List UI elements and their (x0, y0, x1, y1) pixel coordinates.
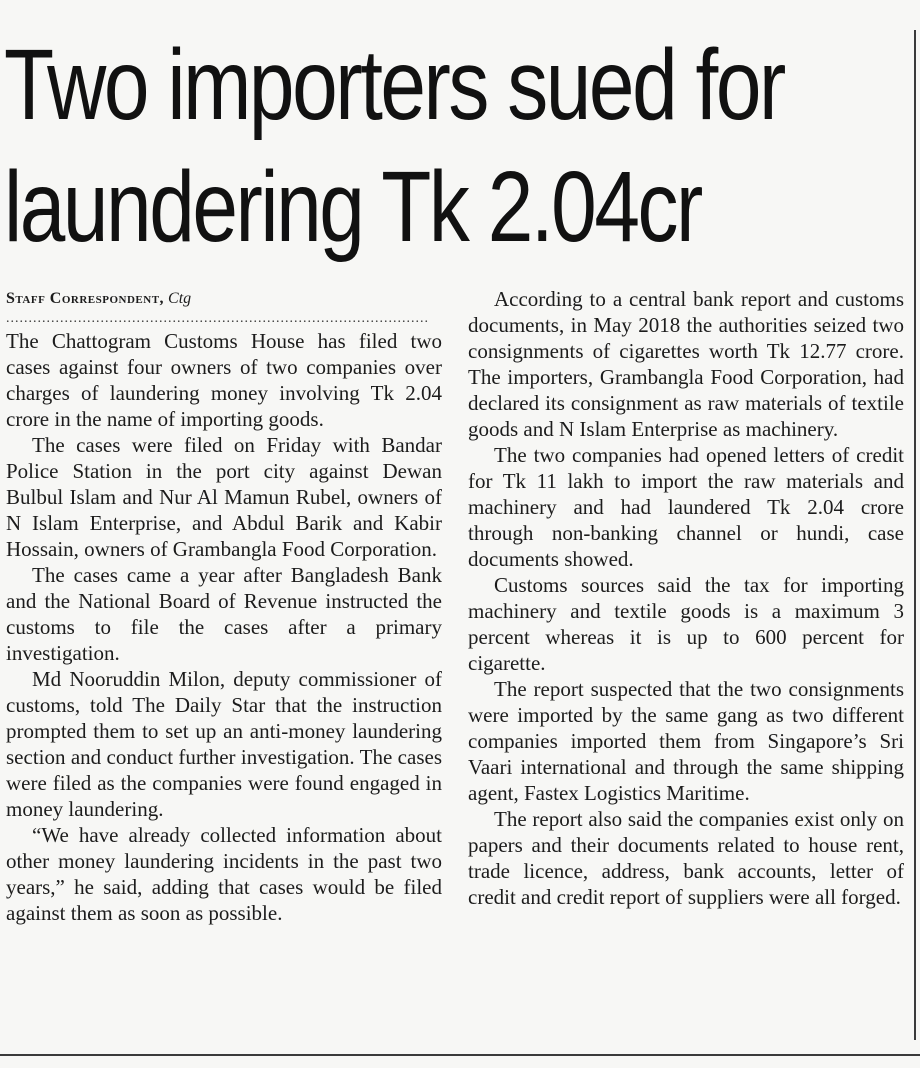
paragraph: Customs sources said the tax for importing machinery and textile goods is a maximum 3 percent whereas it is up to 600 percent for cigarette. (468, 573, 904, 675)
paragraph: The cases came a year after Bangladesh Bank and the National Board of Revenue instructed the customs to file the cases after a primary investigation. (6, 563, 442, 665)
bottom-border-rule (0, 1054, 920, 1056)
article-column-right (468, 286, 904, 910)
right-border-rule (914, 30, 916, 1040)
paragraph: The Chattogram Customs House has filed two cases against four owners of two companies over charges of laundering money involving Tk 2.04 crore in the name of importing goods. (6, 329, 442, 431)
paragraph: The report also said the companies exist only on papers and their documents related to house rent, trade licence, address, bank accounts, letter of credit and credit report of suppliers were all forged. (468, 807, 904, 909)
byline-dotted-separator: .............................................................................................. (6, 314, 429, 326)
headline-line-2: laundering Tk 2.04cr (4, 151, 701, 263)
headline (4, 24, 784, 268)
paragraph: The report suspected that the two consignments were imported by the same gang as two different companies imported them from Singapore’s Sri Vaari international and through the same shipping agent, Fastex Logistics Maritime. (468, 677, 904, 805)
paragraph: “We have already collected information about other money laundering incidents in the past two years,” he said, adding that cases would be filed against them as soon as possible. (6, 823, 442, 925)
article-column-left (6, 286, 442, 926)
headline-line-1: Two importers sued for (4, 29, 784, 141)
byline-name: Staff Correspondent, (6, 290, 165, 307)
paragraph: The cases were filed on Friday with Bandar Police Station in the port city against Dewan Bulbul Islam and Nur Al Mamun Rubel, owners of N Islam Enterprise, and Abdul Barik and Kabir Hossain, owners of Grambangla Food Corporation. (6, 433, 442, 561)
paragraph: The two companies had opened letters of credit for Tk 11 lakh to import the raw materials and machinery and had laundered Tk 2.04 crore through non-banking channel or hundi, case documents showed. (468, 443, 904, 571)
byline (6, 286, 442, 312)
byline-location: Ctg (168, 290, 192, 307)
paragraph: Md Nooruddin Milon, deputy commissioner of customs, told The Daily Star that the instruction prompted them to set up an anti-money laundering section and conduct further investigation. The cases were filed as the companies were found engaged in money laundering. (6, 667, 442, 821)
paragraph: According to a central bank report and customs documents, in May 2018 the authorities seized two consignments of cigarettes worth Tk 12.77 crore. The importers, Grambangla Food Corporation, had declared its consignment as raw materials of textile goods and N Islam Enterprise as machinery. (468, 287, 904, 441)
